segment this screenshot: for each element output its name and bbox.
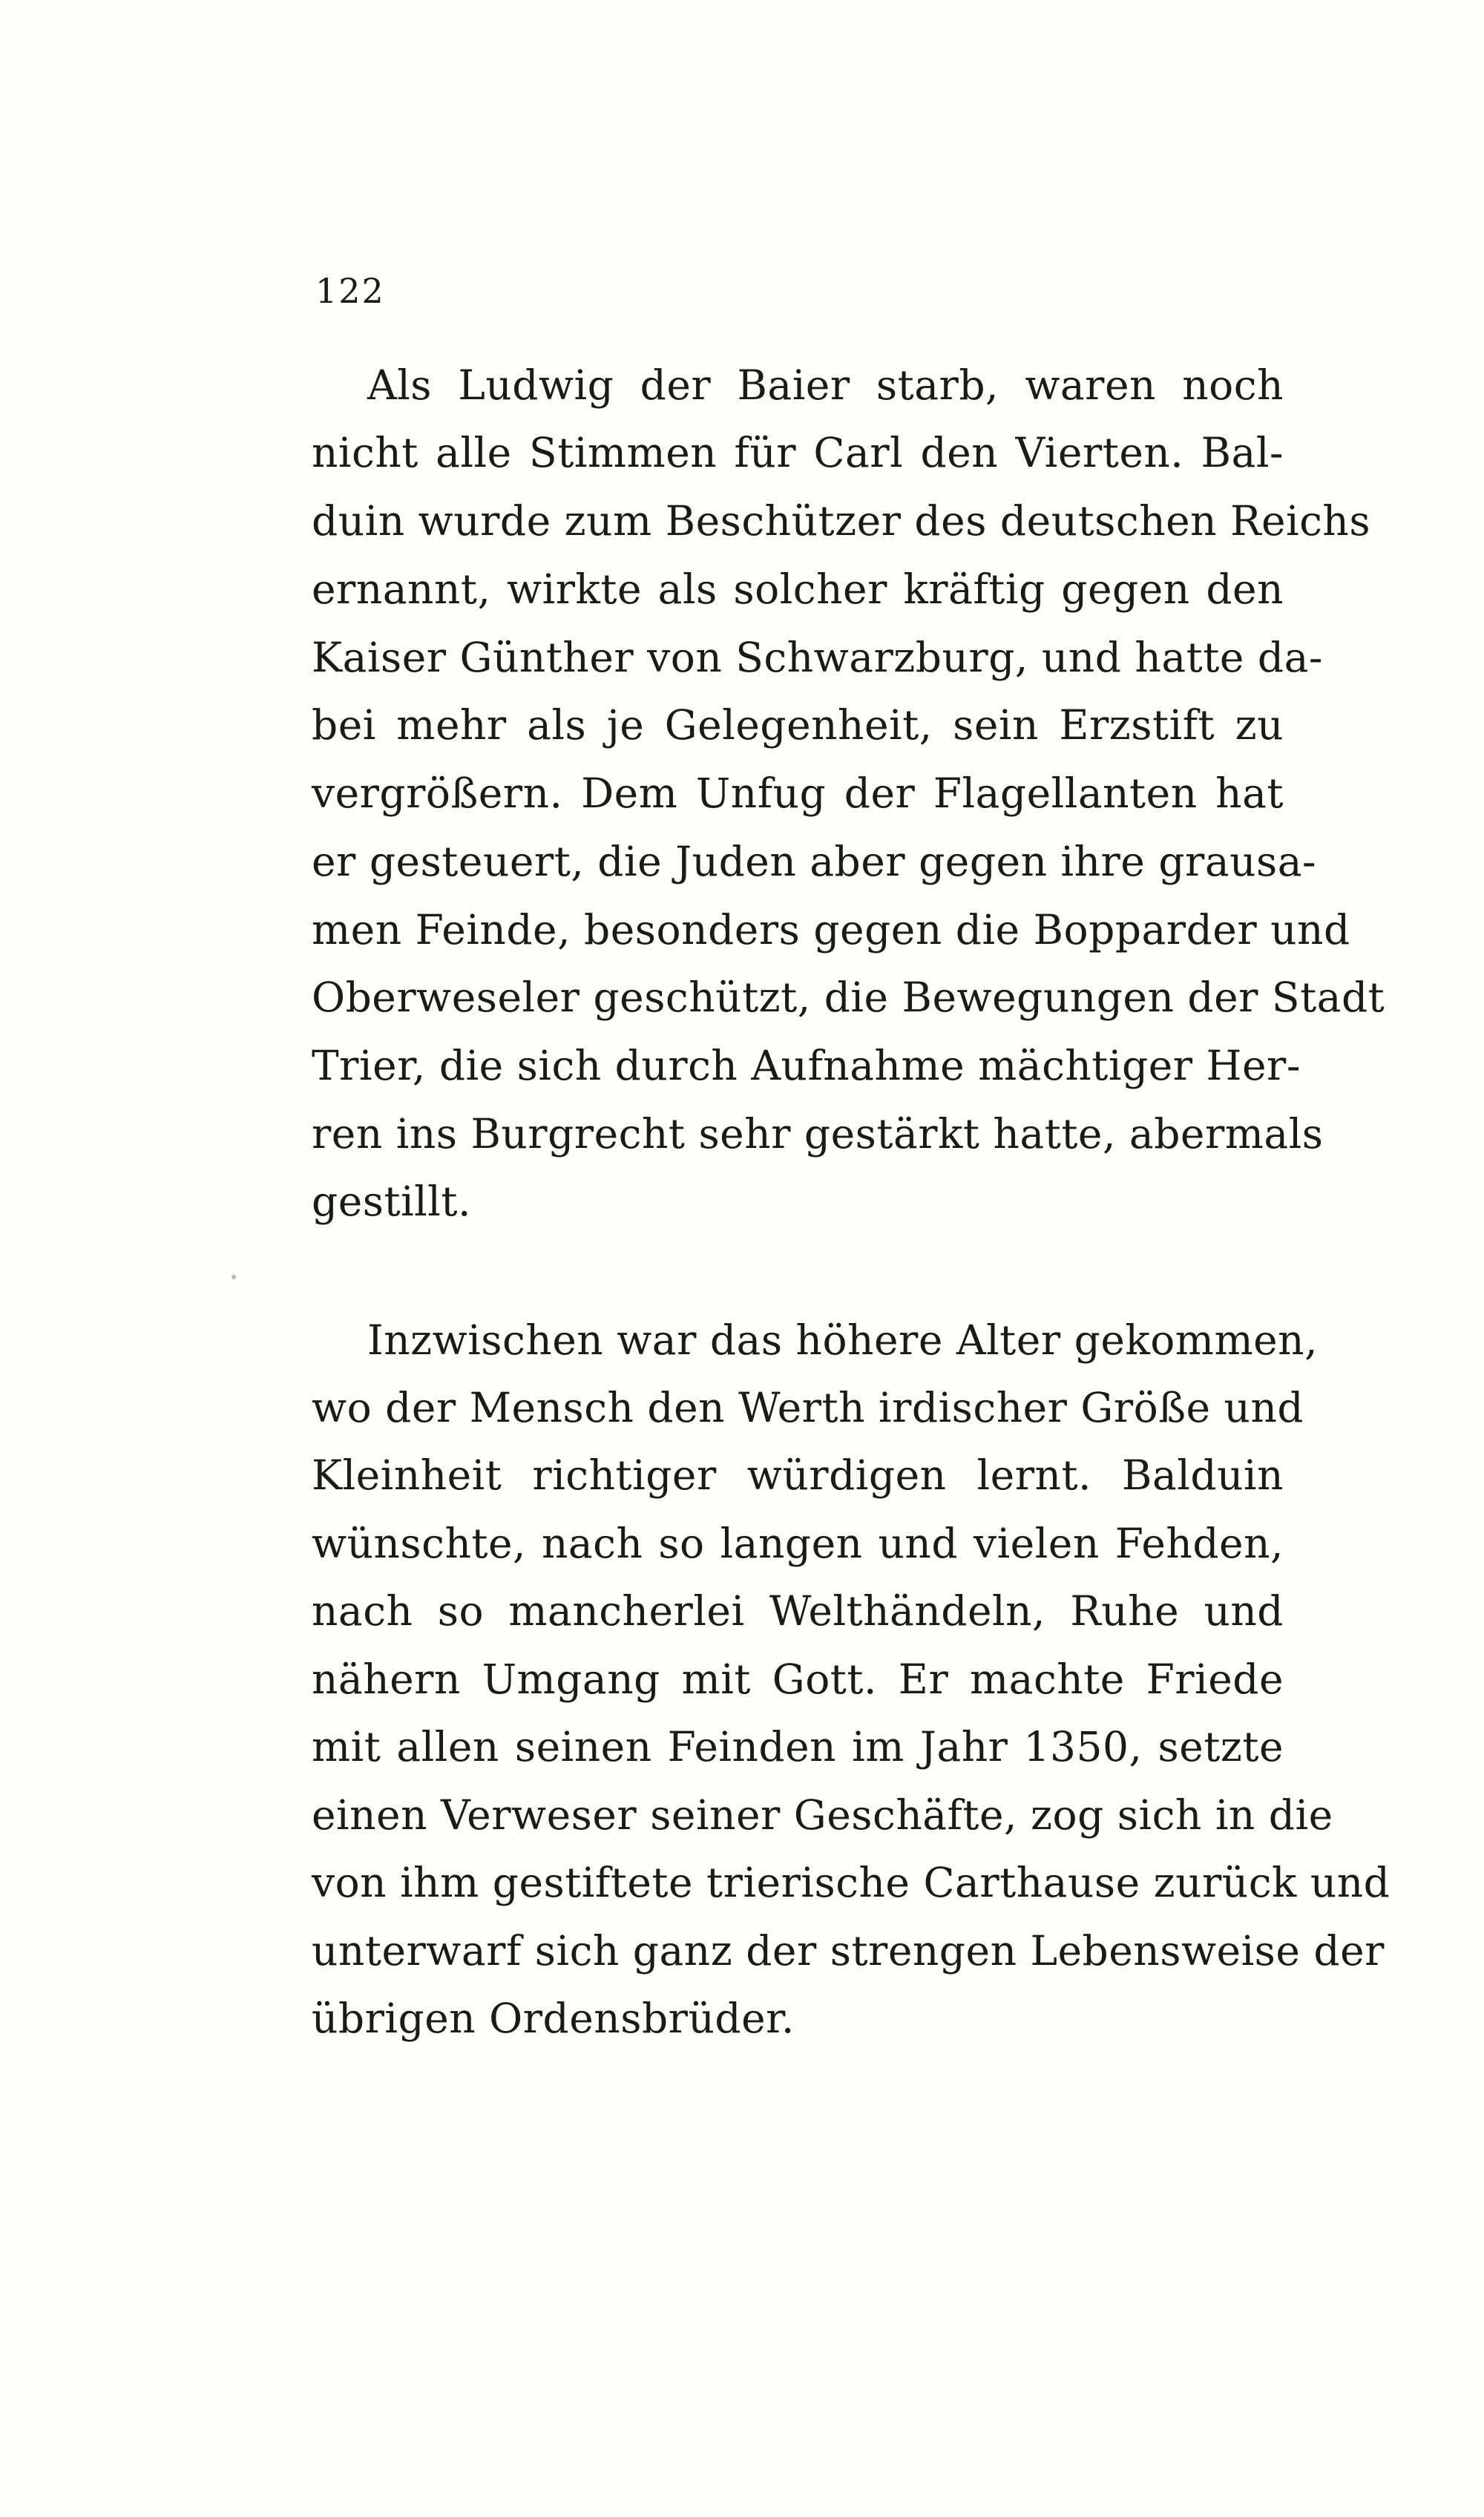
text-line: Kaiser Günther von Schwarzburg, und hatte da- [312, 634, 1323, 681]
text-line: Als Ludwig der Baier starb, waren noch [367, 361, 1284, 409]
text-line: wo der Mensch den Werth irdischer Größe und [312, 1384, 1304, 1431]
text-line: ren ins Burgrecht sehr gestärkt hatte, abermals [312, 1110, 1324, 1158]
text-line: ernannt, wirkte als solcher kräftig gegen den [312, 565, 1284, 613]
text-line: nähern Umgang mit Gott. Er machte Friede [312, 1655, 1284, 1703]
page-number: 122 [315, 271, 385, 311]
text-line: Kleinheit richtiger würdigen lernt. Balduin [312, 1451, 1284, 1499]
text-line: bei mehr als je Gelegenheit, sein Erzstift zu [312, 701, 1284, 749]
paper-speck [232, 1275, 236, 1279]
text-line: gestillt. [312, 1178, 471, 1225]
text-line: er gesteuert, die Juden aber gegen ihre grausa- [312, 838, 1317, 885]
text-line: einen Verweser seiner Geschäfte, zog sich in die [312, 1791, 1333, 1839]
text-line: mit allen seinen Feinden im Jahr 1350, setzte [312, 1723, 1284, 1771]
text-line: Oberweseler geschützt, die Bewegungen der Stadt [312, 974, 1385, 1021]
text-line: duin wurde zum Beschützer des deutschen Reichs [312, 497, 1371, 545]
text-line: von ihm gestiftete trierische Carthause zurück und [312, 1859, 1391, 1906]
text-line: vergrößern. Dem Unfug der Flagellanten hat [312, 769, 1284, 817]
text-line: men Feinde, besonders gegen die Bopparder und [312, 906, 1350, 954]
text-line: nach so mancherlei Welthändeln, Ruhe und [312, 1587, 1284, 1635]
text-line: nicht alle Stimmen für Carl den Vierten. Bal- [312, 429, 1284, 476]
text-line: Trier, die sich durch Aufnahme mächtiger Her- [312, 1042, 1301, 1089]
text-line: unterwarf sich ganz der strengen Lebensweise der [312, 1927, 1385, 1975]
text-line: wünschte, nach so langen und vielen Fehden, [312, 1520, 1284, 1567]
text-line: übrigen Ordensbrüder. [312, 1995, 795, 2042]
text-line: Inzwischen war das höhere Alter gekommen, [367, 1316, 1319, 1364]
